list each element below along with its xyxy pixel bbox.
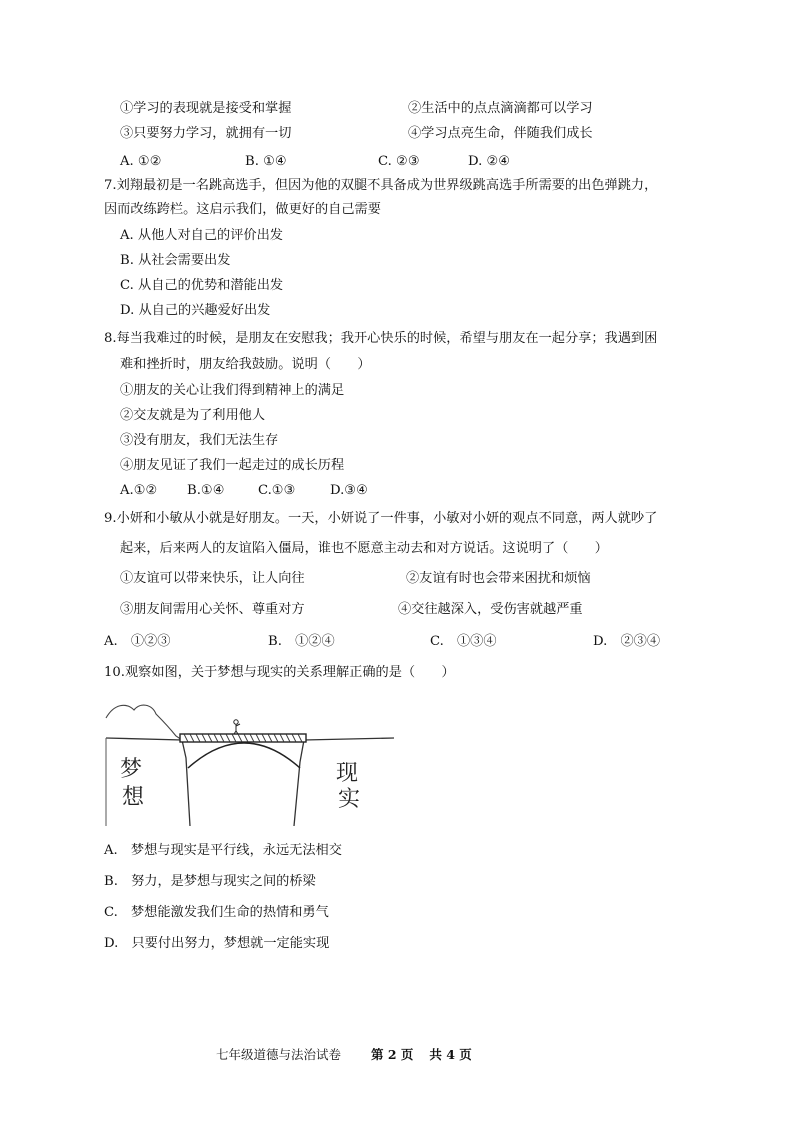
q8-option-c[interactable]: C.①③ xyxy=(258,483,296,498)
q6-option-d[interactable]: D. ②④ xyxy=(468,154,511,169)
dream-reality-bridge-illustration xyxy=(104,698,396,826)
dream-char-1: 梦 xyxy=(120,757,143,782)
q6-option-c[interactable]: C. ②③ xyxy=(378,154,420,169)
q8-option-b[interactable]: B.①④ xyxy=(187,483,225,498)
q8-statement-4: ④朋友见证了我们一起走过的成长历程 xyxy=(120,458,345,473)
q8-statement-2: ②交友就是为了利用他人 xyxy=(120,408,266,423)
q6-statement-4: ④学习点亮生命，伴随我们成长 xyxy=(408,126,593,141)
dream-char-2: 想 xyxy=(122,785,145,810)
footer-total-pages: 共 4 页 xyxy=(429,1047,472,1062)
q7-option-c[interactable]: C. 从自己的优势和潜能出发 xyxy=(120,278,284,293)
q7-option-a[interactable]: A. 从他人对自己的评价出发 xyxy=(120,228,283,243)
q10-option-d[interactable]: D. 只要付出努力，梦想就一定能实现 xyxy=(104,936,330,951)
q8-stem-line-1: 8.每当我难过的时候，是朋友在安慰我；我开心快乐的时候，希望与朋友在一起分享；我遇到困 xyxy=(104,331,658,346)
q6-statement-3: ③只要努力学习，就拥有一切 xyxy=(120,126,292,141)
q10-option-c[interactable]: C. 梦想能激发我们生命的热情和勇气 xyxy=(104,905,329,920)
q9-statement-1: ①友谊可以带来快乐，让人向往 xyxy=(120,571,305,586)
q8-option-d[interactable]: D.③④ xyxy=(330,483,368,498)
q7-option-b[interactable]: B. 从社会需要出发 xyxy=(120,253,231,268)
q9-option-c[interactable]: C. ①③④ xyxy=(430,634,497,649)
reality-char-2: 实 xyxy=(338,787,361,812)
q6-statement-2: ②生活中的点点滴滴都可以学习 xyxy=(408,101,593,116)
q7-stem-line-2: 因而改练跨栏。这启示我们，做更好的自己需要 xyxy=(104,202,381,217)
reality-char-1: 现 xyxy=(336,761,359,786)
q10-option-a[interactable]: A. 梦想与现实是平行线，永远无法相交 xyxy=(104,843,342,858)
q9-statement-3: ③朋友间需用心关怀、尊重对方 xyxy=(120,602,305,617)
footer-page-number: 第 2 页 xyxy=(371,1047,414,1062)
q9-statement-4: ④交往越深入，受伤害就越严重 xyxy=(398,602,583,617)
bridge-arch xyxy=(188,743,300,768)
q9-stem-line-2: 起来，后来两人的友谊陷入僵局，谁也不愿意主动去和对方说话。这说明了（ ） xyxy=(120,541,608,556)
q8-option-a[interactable]: A.①② xyxy=(120,483,158,498)
page-footer xyxy=(216,1046,472,1064)
q9-option-d[interactable]: D. ②③④ xyxy=(593,634,661,649)
q7-stem-line-1: 7.刘翔最初是一名跳高选手，但因为他的双腿不具备成为世界级跳高选手所需要的出色弹跳力， xyxy=(104,178,658,193)
footer-exam-title: 七年级道德与法治试卷 xyxy=(216,1047,342,1062)
q8-statement-3: ③没有朋友，我们无法生存 xyxy=(120,433,279,448)
left-cliff xyxy=(106,738,190,826)
q6-statement-1: ①学习的表现就是接受和掌握 xyxy=(120,101,292,116)
q6-option-b[interactable]: B. ①④ xyxy=(245,154,287,169)
cloud-sketch xyxy=(106,705,182,740)
q10-option-b[interactable]: B. 努力，是梦想与现实之间的桥梁 xyxy=(104,874,316,889)
q6-option-a[interactable]: A. ①② xyxy=(120,154,162,169)
q7-option-d[interactable]: D. 从自己的兴趣爱好出发 xyxy=(120,303,271,318)
q9-option-a[interactable]: A. ①②③ xyxy=(104,634,171,649)
q9-statement-2: ②友谊有时也会带来困扰和烦恼 xyxy=(406,571,591,586)
q8-stem-line-2: 难和挫折时，朋友给我鼓励。说明（ ） xyxy=(120,357,371,372)
walking-person xyxy=(234,720,240,734)
q10-stem: 10.观察如图，关于梦想与现实的关系理解正确的是（ ） xyxy=(104,665,455,680)
q9-option-b[interactable]: B. ①②④ xyxy=(268,634,335,649)
q9-stem-line-1: 9.小妍和小敏从小就是好朋友。一天，小妍说了一件事，小敏对小妍的观点不同意，两人就吵了 xyxy=(104,511,658,526)
q8-statement-1: ①朋友的关心让我们得到精神上的满足 xyxy=(120,383,345,398)
bridge-sketch-svg xyxy=(104,698,396,826)
